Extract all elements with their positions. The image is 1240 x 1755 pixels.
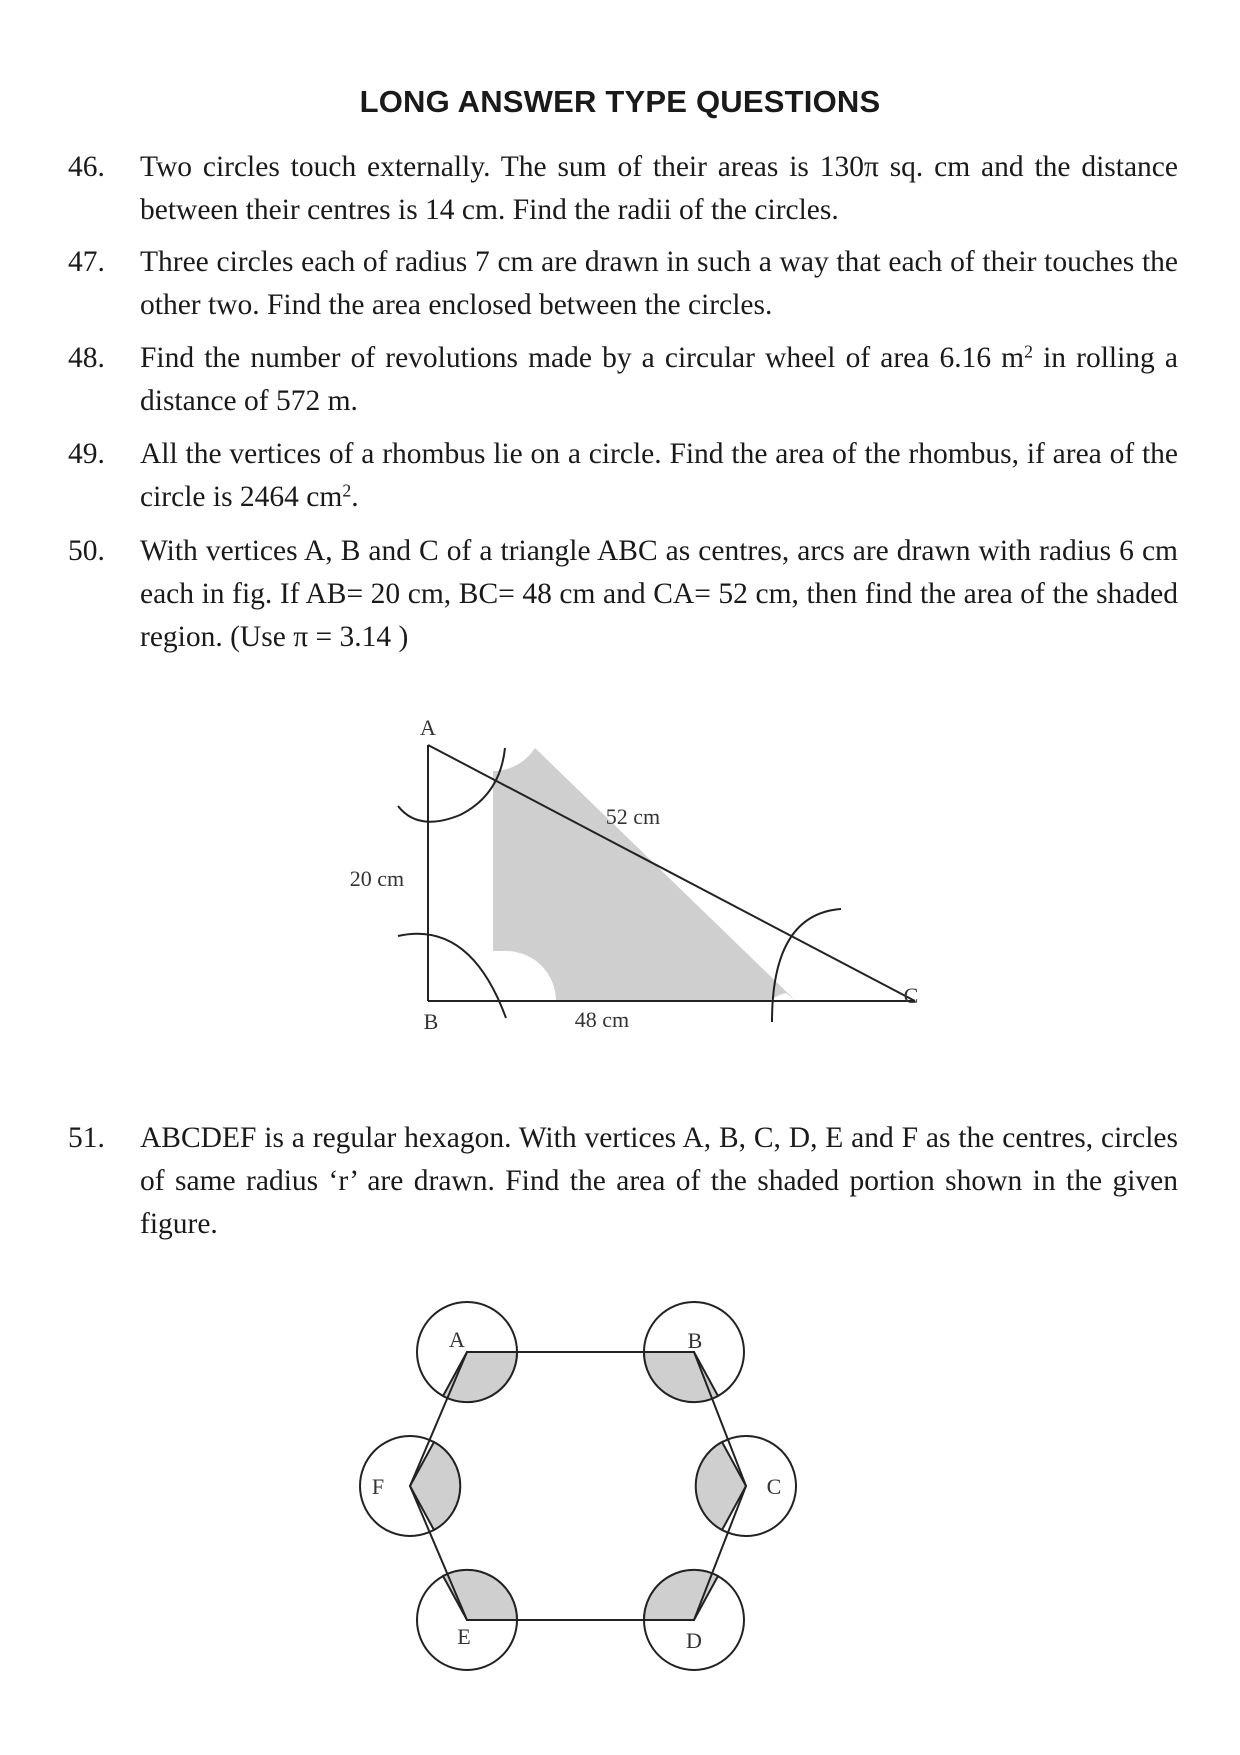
question-number: 51. [68, 1122, 105, 1154]
question-text: Two circles touch externally. The sum of their areas is 130π sq. cm and the distance between their centres is 14 cm. Find the radii of the circles. [140, 151, 1178, 226]
sector-d [644, 1570, 718, 1620]
vertex-label-c: C [903, 983, 919, 1008]
question-number: 48. [68, 342, 105, 374]
vertex-label-d: D [686, 1628, 702, 1653]
sector-f [410, 1442, 460, 1530]
shaded-sectors [410, 1352, 746, 1620]
question-text: With vertices A, B and C of a triangle ABC as centres, arcs are drawn with radius 6 cm each in fig. If AB= 20 cm, BC= 48 cm and CA= 52 cm, then find the area of the shaded region. (Use π = 3.14 ) [140, 535, 1178, 653]
vertex-label-a: A [420, 715, 436, 740]
question-number: 49. [68, 438, 105, 470]
label-ab: 20 cm [349, 866, 405, 891]
question-number: 50. [68, 535, 105, 567]
question-text: Three circles each of radius 7 cm are drawn in such a way that each of their touches the other two. Find the area enclosed between the circles. [140, 246, 1178, 321]
vertex-label-b: B [423, 1009, 439, 1034]
label-ca: 52 cm [605, 804, 661, 829]
question-text: All the vertices of a rhombus lie on a circle. Find the area of the rhombus, if area of the circle is 2464 $cm^2$. [140, 438, 1178, 513]
label-bc: 48 cm [574, 1007, 630, 1032]
vertex-label-a: A [449, 1327, 465, 1352]
vertex-label-c: C [766, 1474, 782, 1499]
vertex-label-f: F [371, 1474, 385, 1499]
vertex-label-e: E [457, 1624, 471, 1649]
sector-c [696, 1442, 746, 1530]
vertex-label-b: B [687, 1328, 703, 1353]
question-text: ABCDEF is a regular hexagon. With vertices A, B, C, D, E and F as the centres, circles of same radius ‘r’ are drawn. Find the area of the shaded portion shown in the given figure. [140, 1122, 1178, 1240]
question-number: 46. [68, 151, 105, 183]
question-number: 47. [68, 246, 105, 278]
sector-a [443, 1352, 517, 1402]
sector-e [443, 1570, 517, 1620]
sector-b [644, 1352, 718, 1402]
section-heading: LONG ANSWER TYPE QUESTIONS [359, 84, 881, 119]
question-text: Find the number of revolutions made by a circular wheel of area 6.16 $m^2$ in rolling a distance of 572 m. [140, 341, 1178, 417]
